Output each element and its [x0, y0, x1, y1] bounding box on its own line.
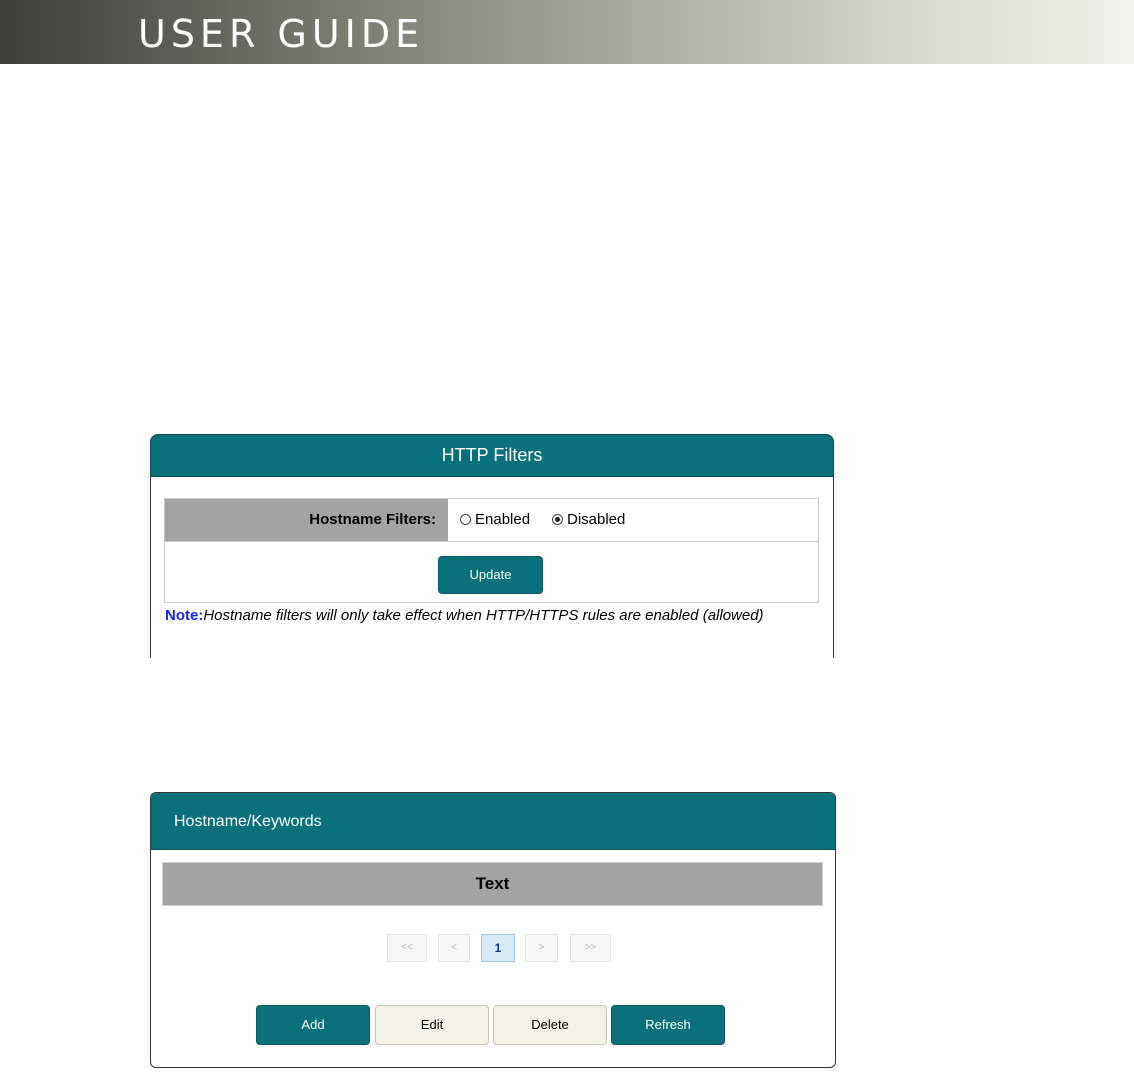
radio-disabled[interactable] [552, 512, 625, 528]
pager-last-button[interactable]: >> [570, 934, 611, 962]
text-column-header[interactable]: Text [162, 862, 823, 906]
delete-button[interactable]: Delete [493, 1005, 607, 1045]
pager-next-button[interactable]: > [525, 934, 558, 962]
add-button[interactable]: Add [256, 1005, 370, 1045]
row-divider [165, 541, 818, 542]
edit-button[interactable]: Edit [375, 1005, 489, 1045]
radio-disabled-label: Disabled [567, 511, 626, 528]
hostname-filters-table [164, 498, 819, 603]
user-guide-banner [0, 0, 1134, 64]
note-label: Note: [165, 607, 204, 624]
radio-disabled-checked-icon[interactable] [552, 514, 563, 525]
banner-title: USER GUIDE [138, 12, 425, 56]
radio-enabled[interactable] [460, 512, 530, 528]
radio-enabled-circle-icon[interactable] [460, 514, 471, 525]
hostname-keywords-panel [150, 792, 836, 1068]
update-button[interactable]: Update [438, 556, 543, 594]
hostname-keywords-title: Hostname/Keywords [151, 793, 835, 850]
hostname-filters-label: Hostname Filters: [165, 499, 448, 541]
refresh-button[interactable]: Refresh [611, 1005, 725, 1045]
http-filters-body [150, 477, 834, 658]
hostname-filters-options [448, 499, 818, 541]
pager-prev-button[interactable]: < [438, 934, 470, 962]
http-filters-panel [150, 434, 834, 658]
note [165, 607, 805, 625]
note-text: Hostname filters will only take effect when HTTP/HTTPS rules are enabled (allowed) [203, 607, 764, 624]
pager-first-button[interactable]: << [387, 934, 427, 962]
radio-enabled-label: Enabled [475, 511, 531, 528]
pager-page-1[interactable]: 1 [481, 934, 515, 962]
http-filters-title: HTTP Filters [150, 434, 834, 477]
